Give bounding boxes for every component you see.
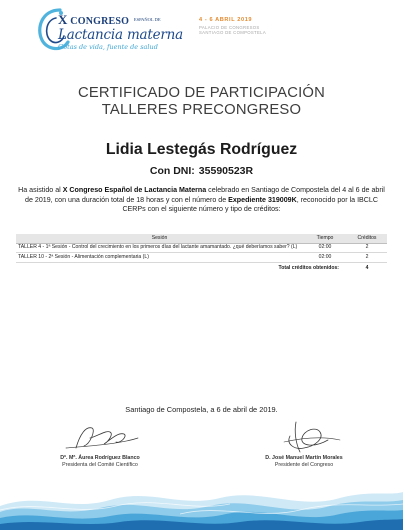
certificate-statement [16,186,387,215]
venue-line-1: PALACIO DE CONGRESOS [199,25,260,30]
signer-left [20,455,180,469]
row-session: TALLER 10 - 2ª Sesión - Alimentación complementaria (L) [16,253,303,263]
participant-dni [0,165,403,177]
signer-left-role: Presidenta del Comité Científico [62,462,138,468]
logo-small-word: ESPAÑOL DE [133,17,161,22]
table-row [16,253,387,263]
certificate-header [0,0,403,60]
credits-table [16,234,387,274]
signer-left-name: Dª. Mª. Áurea Rodríguez Blanco [60,455,140,461]
congress-logo-text [58,12,190,51]
row-credits: 2 [347,253,387,263]
signer-right-name: D. José Manuel Martín Morales [265,455,343,461]
total-row [16,263,387,274]
row-time: 02:00 [303,243,347,253]
venue-line-2: SANTIAGO DE COMPOSTELA [199,30,267,36]
decorative-waves [0,478,403,530]
header-credits: Créditos [347,234,387,243]
logo-tagline: Gotas de vida, fuente de salud [58,43,158,51]
statement-intro: Ha asistido al [18,186,63,194]
certificate-title-line-1: CERTIFICADO DE PARTICIPACIÓN [77,85,326,101]
certificate-title [0,85,403,119]
row-time: 02:00 [303,253,347,263]
logo-ordinal: X [58,12,68,27]
table-row [16,243,387,253]
statement-congress-name: X Congreso Español de Lactancia Materna [62,186,207,194]
table-header-row [16,234,387,243]
statement-middle: celebrado en Santiago de Compostela del 4 al 6 de abril de 2019, con una duración total de 18 horas y con el número de [25,186,385,204]
dni-label: Con DNI: [149,165,195,177]
event-info [199,17,266,36]
dni-value: 35590523R [198,165,254,177]
participant-name: Lidia Lestegás Rodríguez [105,141,298,158]
statement-end: , reconocido por la IBCLC CERPs con el siguiente número y tipo de créditos: [122,195,378,214]
signer-right [224,455,384,469]
signature-right-icon [224,418,384,454]
certificate-title-line-2: TALLERES PRECONGRESO [101,102,302,118]
signer-right-role: Presidente del Congreso [274,462,334,468]
row-credits: 2 [347,243,387,253]
header-time: Tiempo [303,234,347,243]
header-session: Sesión [16,234,303,243]
total-value: 4 [365,265,369,272]
event-venue [199,25,266,36]
statement-expediente: Expediente 319009K [228,195,297,204]
total-label: Total créditos obtenidos: [278,265,339,272]
place-and-date: Santiago de Compostela, a 6 de abril de 2019. [125,405,278,414]
row-session: TALLER 4 - 1ª Sesión - Control del crecimiento en los primeros días del lactante amamantado. ¿qué deberíamos saber? (L) [16,243,303,253]
signature-left-icon [20,418,180,454]
logo-congress-word: CONGRESO [70,16,130,27]
logo-script-title: Lactancia materna [58,27,184,43]
event-date: 4 - 6 ABRIL 2019 [199,17,253,23]
